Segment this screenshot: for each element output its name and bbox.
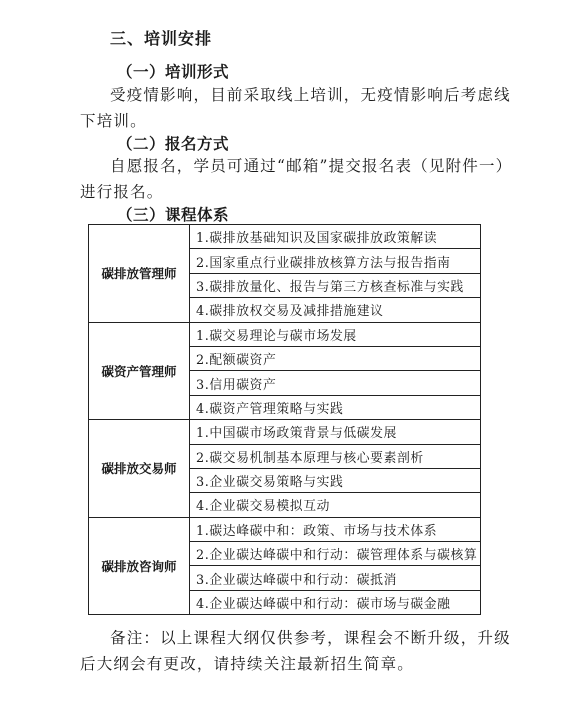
category-cell: 碳资产管理师 (89, 322, 190, 420)
category-cell: 碳排放管理师 (89, 225, 190, 323)
training-form-line2: 下培训。 (80, 112, 147, 130)
table-row (89, 420, 481, 444)
training-form-heading: （一）培训形式 (117, 63, 230, 81)
curriculum-heading: （三）课程体系 (117, 206, 230, 224)
course-item: 1.碳排放基础知识及国家碳排放政策解读 (190, 225, 481, 249)
course-item: 4.企业碳交易模拟互动 (190, 493, 481, 517)
registration-line2: 进行报名。 (80, 183, 164, 201)
course-item: 1.中国碳市场政策背景与低碳发展 (190, 420, 481, 444)
course-item: 2.企业碳达峰碳中和行动：碳管理体系与碳核算 (190, 542, 481, 566)
course-item: 3.碳排放量化、报告与第三方核查标准与实践 (190, 273, 481, 297)
course-item: 3.企业碳交易策略与实践 (190, 468, 481, 492)
category-cell: 碳排放交易师 (89, 420, 190, 518)
course-item: 2.碳交易机制基本原理与核心要素剖析 (190, 444, 481, 468)
section-title: 三、培训安排 (110, 29, 213, 48)
note-line2: 后大纲会有更改，请持续关注最新招生简章。 (80, 655, 415, 673)
course-item: 4.企业碳达峰碳中和行动：碳市场与碳金融 (190, 590, 481, 614)
course-item: 1.碳交易理论与碳市场发展 (190, 322, 481, 346)
course-item: 4.碳排放权交易及减排措施建议 (190, 298, 481, 322)
table-row (89, 225, 481, 249)
training-form-line1: 受疫情影响，目前采取线上培训，无疫情影响后考虑线 (110, 86, 511, 104)
course-item: 2.配额碳资产 (190, 346, 481, 370)
course-item: 4.碳资产管理策略与实践 (190, 395, 481, 419)
category-cell: 碳排放咨询师 (89, 517, 190, 615)
course-item: 1.碳达峰碳中和：政策、市场与技术体系 (190, 517, 481, 541)
registration-line1: 自愿报名，学员可通过“邮箱”提交报名表（见附件一） (110, 157, 513, 175)
course-item: 3.企业碳达峰碳中和行动：碳抵消 (190, 566, 481, 590)
course-item: 3.信用碳资产 (190, 371, 481, 395)
note-line1: 备注：以上课程大纲仅供参考，课程会不断升级，升级 (110, 629, 511, 647)
table-row (89, 322, 481, 346)
table-row (89, 517, 481, 541)
curriculum-table (88, 224, 481, 615)
registration-heading: （二）报名方式 (117, 135, 230, 153)
course-item: 2.国家重点行业碳排放核算方法与报告指南 (190, 249, 481, 273)
